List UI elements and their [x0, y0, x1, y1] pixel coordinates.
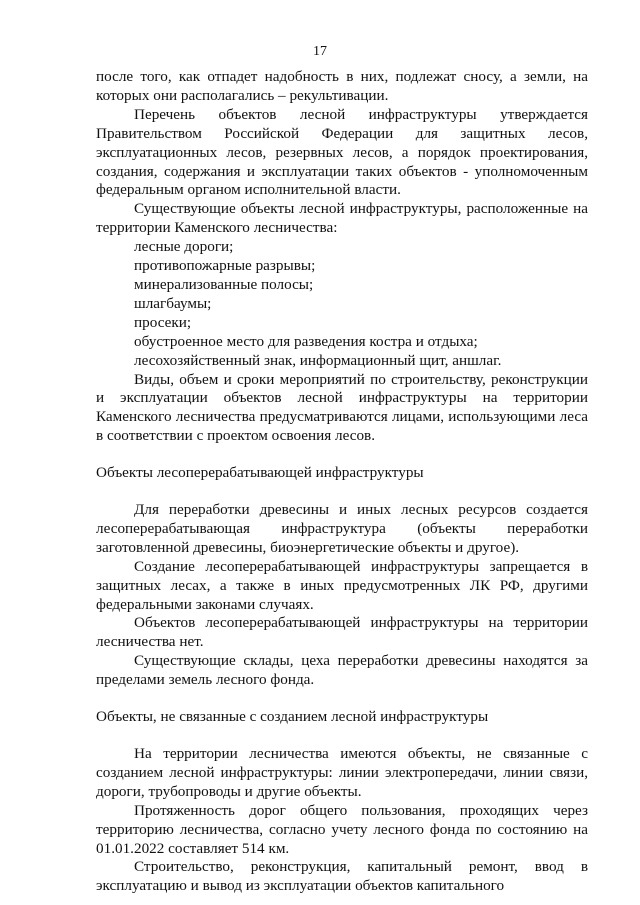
paragraph: Виды, объем и сроки мероприятий по строительству, реконструкции и эксплуатации объектов лесной инфраструктуры на территории Каменского лесничества предусматриваются лицами, использующими леса в соответствии с проектом освоения лесов. — [96, 370, 588, 445]
infrastructure-list — [96, 238, 588, 370]
list-item: минерализованные полосы; — [134, 275, 314, 293]
paragraph: На территории лесничества имеются объекты, не связанные с созданием лесной инфраструктуры: линии электропередачи, линии связи, дороги, трубопроводы и другие объекты. — [96, 745, 588, 800]
page-number: 17 — [313, 44, 327, 59]
paragraph: Для переработки древесины и иных лесных ресурсов создается лесоперерабатывающая инфраструктура (объекты переработки заготовленной древесины, биоэнергетические объекты и другое). — [96, 501, 588, 556]
page-body — [96, 68, 588, 896]
section-heading-processing: Объекты лесоперерабатывающей инфраструктуры — [96, 464, 424, 482]
paragraph: Объектов лесоперерабатывающей инфраструктуры на территории лесничества нет. — [96, 614, 588, 651]
list-item: лесохозяйственный знак, информационный щит, аншлаг. — [134, 351, 502, 369]
list-item: лесные дороги; — [134, 238, 234, 256]
paragraph: Существующие объекты лесной инфраструктуры, расположенные на территории Каменского лесничества: — [96, 200, 588, 237]
paragraph: Существующие склады, цеха переработки древесины находятся за пределами земель лесного фонда. — [96, 652, 588, 689]
section-heading-other-objects: Объекты, не связанные с созданием лесной инфраструктуры — [96, 708, 489, 726]
list-item: обустроенное место для разведения костра и отдыха; — [134, 332, 478, 350]
paragraph: после того, как отпадет надобность в них, подлежат сносу, а земли, на которых они располагались – рекультивации. — [96, 68, 588, 104]
list-item: противопожарные разрывы; — [134, 257, 316, 275]
paragraph: Перечень объектов лесной инфраструктуры утверждается Правительством Российской Федерации для защитных лесов, эксплуатационных лесов, резервных лесов, а порядок проектирования, создания, содержания и эксплуатации таких объектов - уполномоченным федеральным органом исполнительной власти. — [96, 105, 588, 199]
paragraph: Строительство, реконструкция, капитальный ремонт, ввод в эксплуатацию и вывод из эксплуатации объектов капитального — [96, 858, 588, 895]
paragraph: Протяженность дорог общего пользования, проходящих через территорию лесничества, согласно учету лесного фонда по состоянию на 01.01.2022 составляет 514 км. — [96, 801, 588, 857]
list-item: шлагбаумы; — [134, 294, 212, 312]
list-item: просеки; — [134, 313, 192, 331]
paragraph: Создание лесоперерабатывающей инфраструктуры запрещается в защитных лесах, а также в иных предусмотренных ЛК РФ, другими федеральными законами случаях. — [96, 557, 588, 613]
